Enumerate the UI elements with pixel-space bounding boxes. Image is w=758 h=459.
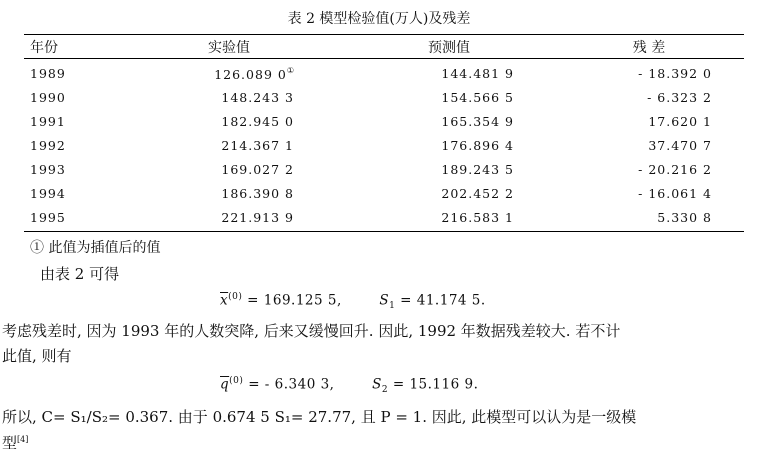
table-caption: 表 2 模型检验值(万人)及残差 [287,11,471,27]
cell-year: 1994 [30,186,66,201]
cell-predicted: 176.896 4 [441,138,514,153]
table-top-rule [24,34,744,35]
formula-value: = 15.116 9. [392,376,479,393]
table-row [24,138,744,160]
reference-marker: [4] [17,435,29,444]
paragraph-line [2,432,28,453]
cell-year: 1991 [30,114,66,129]
table-row [24,114,744,136]
cell-actual: 221.913 9 [221,210,294,225]
formula-superscript: (0) [229,376,244,386]
table-row [24,66,744,88]
cell-predicted: 202.452 2 [441,186,514,201]
formula-s-symbol: S [372,376,382,393]
cell-predicted: 216.583 1 [441,210,514,225]
header-actual: 实验值 [208,40,250,56]
cell-residual: 37.470 7 [648,138,712,153]
table-row [24,186,744,208]
cell-actual: 169.027 2 [221,162,294,177]
cell-year: 1992 [30,138,66,153]
formula-2 [220,376,478,395]
cell-residual: 5.330 8 [657,210,712,225]
header-residual: 残 差 [632,40,666,56]
cell-predicted: 189.243 5 [441,162,514,177]
table-footnote: ① 此值为插值后的值 [30,240,161,256]
cell-residual: - 16.061 4 [638,186,712,201]
table-header-row [24,37,744,59]
cell-residual: - 6.323 2 [647,90,712,105]
table-row [24,210,744,232]
paragraph-text: 型 [2,434,18,452]
header-year: 年份 [30,40,58,56]
cell-actual: 148.243 3 [221,90,294,105]
cell-predicted: 154.566 5 [441,90,514,105]
cell-actual: 214.367 1 [221,138,294,153]
cell-residual: - 18.392 0 [638,66,712,81]
cell-actual: 126.089 0① [214,66,294,82]
formula-subscript: 1 [389,301,396,312]
paragraph-line: 考虑残差时, 因为 1993 年的人数突降, 后来又缓慢回升. 因此, 1992 年数据残差较大. 若不计 [2,322,621,340]
cell-year: 1990 [30,90,66,105]
cell-year: 1989 [30,66,66,81]
formula-superscript: (0) [228,292,243,302]
paragraph-intro: 由表 2 可得 [40,265,120,283]
cell-residual: 17.620 1 [648,114,712,129]
cell-actual: 186.390 8 [221,186,294,201]
cell-actual: 182.945 0 [221,114,294,129]
header-predicted: 预测值 [428,40,470,56]
cell-residual: - 20.216 2 [638,162,712,177]
formula-value: = - 6.340 3, [248,376,335,393]
formula-q-bar: $\overline{q}$ [220,376,230,393]
formula-x-bar: $\overline{x}$ [220,292,229,309]
footnote-marker: ① [286,66,294,75]
formula-s-symbol: S [379,292,390,309]
formula-value: = 41.174 5. [400,292,486,309]
cell-year: 1993 [30,162,66,177]
cell-predicted: 144.481 9 [441,66,514,81]
cell-predicted: 165.354 9 [441,114,514,129]
formula-1 [220,292,486,311]
paragraph-line: 此值, 则有 [2,347,72,365]
cell-year: 1995 [30,210,66,225]
table-row [24,162,744,184]
table-row [24,90,744,112]
formula-subscript: 2 [381,385,389,396]
formula-value: = 169.125 5, [247,292,342,309]
paragraph-line: 所以, C= S₁/S₂= 0.367. 由于 0.674 5 S₁= 27.77, 且 P = 1. 因此, 此模型可以认为是一级模 [2,408,637,426]
